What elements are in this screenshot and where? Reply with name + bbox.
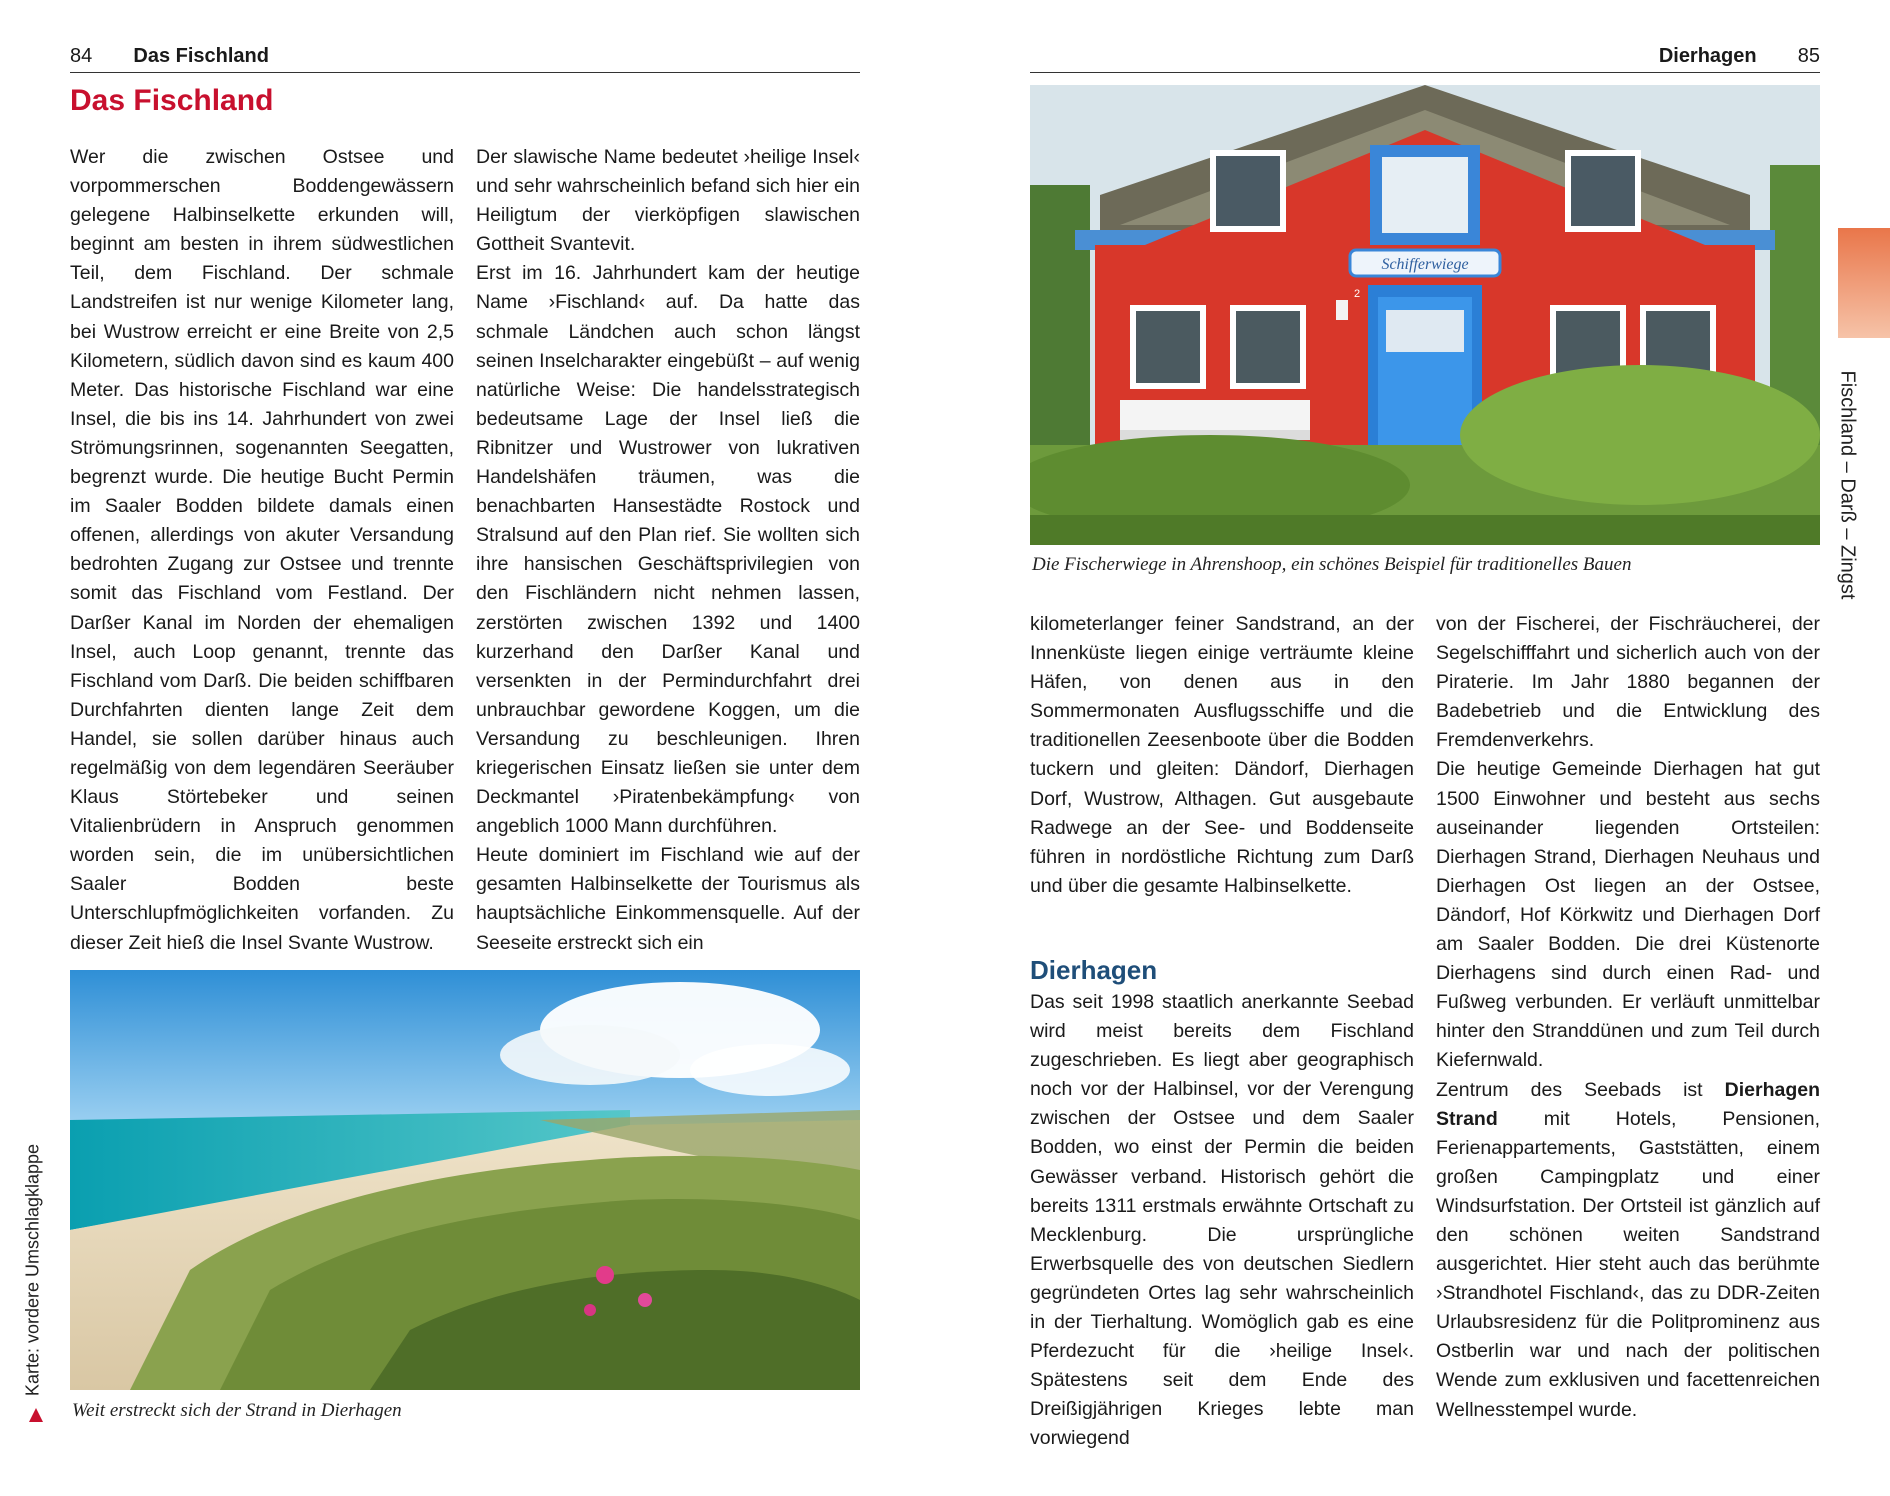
right-page	[945, 0, 1890, 1496]
beach-photo	[70, 970, 860, 1390]
paragraph: Erst im 16. Jahrhundert kam der heutige Name ›Fischland‹ auf. Da hatte das schmale Ländchen auch schon längst seinen Inselcharakter eingebüßt – auf wenig natürliche Weise: Die handelsstrategisch bedeutsame Lage der Insel ließ die Ribnitzer und Wustrower von lukrativen Handelshäfen träumen, was die benachbarten Hansestädte Rostock und Stralsund auf den Plan rief. Sie wollten sich ihre hansischen Geschäftsprivilegien von den Fischländern nicht nehmen lassen, zerstörten zwischen 1392 und 1400 kurzerhand den Darßer Kanal und versenkten in der Permindurchfahrt drei unbrauchbar gewordene Koggen, um die Versandung zu beschleunigen. Ihren kriegerischen Einsatz ließen sie unter dem Deckmantel ›Piratenbekämpfung‹ von angeblich 1000 Mann durchführen.	[476, 262, 860, 838]
paragraph	[1436, 1076, 1820, 1425]
paragraph: Wer die zwischen Ostsee und vorpommerschen Boddengewässern gelegene Halbinselkette erkunden will, beginnt am besten in ihrem südwestlichen Teil, dem Fischland. Der schmale Landstreifen ist nur wenige Kilometer lang, bei Wustrow erreicht er eine Breite von 2,5 Kilometern, südlich davon sind es kaum 400 Meter. Das historische Fischland war eine Insel, die bis ins 14. Jahrhundert von zwei Strömungsrinnen, sogenannten Seegatten, begrenzt wurde. Die heutige Bucht Permin im Saaler Bodden bildete damals einen offenen, allerdings von akuter Versandung bedrohten Zugang zur Ostsee und trennte somit das Fischland vom Festland. Der Darßer Kanal im Norden der ehemaligen Insel, auch Loop genannt, trennte das Fischland vom Darß. Die beiden schiffbaren Durchfahrten dienten lange Zeit dem Handel, sie sollen darüber hinaus auch regelmäßig von dem legendären Seeräuber Klaus Störtebeker und seinen Vitalienbrüdern in Anspruch genommen worden sein, die im unübersichtlichen Saaler Bodden beste Unterschlupfmöglichkeiten vorfanden. Zu dieser Zeit hieß die Insel Svante Wustrow.	[70, 146, 454, 954]
running-head-left	[70, 42, 860, 73]
paragraph: kilometerlanger feiner Sandstrand, an der Innenküste liegen einige verträumte kleine Häfen, von denen aus in den Sommermonaten Ausflugsschiffe und die traditionellen Zeesenboote über die Bodden tuckern und gleiten: Dändorf, Dierhagen Dorf, Wustrow, Althagen. Gut ausgebaute Radwege an der See- und Boddenseite führen in nordöstliche Richtung zum Darß und über die gesamte Halbinselkette.	[1030, 613, 1414, 897]
text-run: mit Hotels, Pensionen, Ferienappartements, Gaststätten, einem großen Campingplatz und einer Windsurfstation. Der Ortsteil ist gänzlich auf den schönen weiten Sandstrand ausgerichtet. Hier steht auch das berühmte ›Strandhotel Fischland‹, das zu DDR-Zeiten Urlaubsresidenz für die Politprominenz aus Ostberlin war und nach der politischen Wende zum exklusiven und facettenreichen Wellnesstempel wurde.	[1436, 1107, 1820, 1421]
left-column-2	[476, 143, 860, 958]
red-house-image	[1030, 85, 1820, 545]
paragraph: Das seit 1998 staatlich anerkannte Seebad wird meist bereits dem Fischland zugeschrieben. Es liegt aber geographisch noch vor der Halbinsel, vor der Verengung zwischen der Ostsee und dem Saaler Bodden, wo einst der Permin die beiden Gewässer verband. Historisch gehört die bereits 1311 erstmals erwähnte Ortschaft zu Mecklenburg. Die ursprüngliche Erwerbsquelle des von deutschen Siedlern gegründeten Ortes lag sehr wahrscheinlich in der Tierhaltung. Womöglich gab es eine Pferdezucht für die ›heilige Insel‹. Spätestens seit dem Ende des Dreißigjährigen Krieges lebte man vorwiegend	[1030, 991, 1414, 1450]
paragraph: Der slawische Name bedeutet ›heilige Insel‹ und sehr wahrscheinlich befand sich hier ein Heiligtum der vierköpfigen slawischen Gottheit Svantevit.	[476, 146, 860, 256]
house-number-text: 2	[1354, 288, 1361, 300]
chapter-side-text: Fischland – Darß – Zingst	[1836, 370, 1859, 600]
map-reference	[20, 1120, 46, 1420]
running-title-left: Das Fischland	[133, 45, 269, 67]
page-number-left: 84	[70, 45, 93, 67]
right-column-1	[1030, 610, 1414, 901]
map-arrow-icon	[29, 1408, 43, 1422]
section-heading-dierhagen: Dierhagen	[1030, 955, 1158, 985]
chapter-tab	[1838, 228, 1890, 338]
paragraph: Heute dominiert im Fischland wie auf der gesamten Halbinselkette der Tourismus als hauptsächliche Einkommensquelle. Auf der Seeseite erstreckt sich ein	[476, 844, 860, 954]
house-caption: Die Fischerwiege in Ahrenshoop, ein schönes Beispiel für traditionelles Bauen	[1032, 554, 1632, 575]
beach-dunes-image	[70, 970, 860, 1390]
house-sign-text: Schifferwiege	[1381, 256, 1469, 273]
running-head-right	[1030, 42, 1820, 73]
right-column-2	[1436, 610, 1820, 1425]
bold-term: Dierhagen Strand	[1436, 1078, 1820, 1130]
map-reference-text: Karte: vordere Umschlagklappe	[22, 1143, 43, 1397]
text-run: Zentrum des Seebads ist	[1436, 1078, 1725, 1101]
chapter-heading: Das Fischland	[70, 84, 274, 117]
paragraph: von der Fischerei, der Fischräucherei, der Segelschifffahrt und sicherlich auch von der Piraterie. Im Jahr 1880 begannen der Badebetrieb und die Entwicklung des Fremdenverkehrs.	[1436, 613, 1820, 752]
house-photo	[1030, 85, 1820, 545]
paragraph: Die heutige Gemeinde Dierhagen hat gut 1500 Einwohner und besteht aus sechs auseinander liegenden Ortsteilen: Dierhagen Strand, Dierhagen Neuhaus und Dierhagen Ost liegen an der Ostsee, Dändorf, Hof Körkwitz und Dierhagen Dorf am Saaler Bodden. Die drei Küstenorte Dierhagens sind durch einen Rad- und Fußweg verbunden. Er verläuft unmittelbar hinter den Stranddünen und zum Teil durch Kiefernwald.	[1436, 758, 1820, 1072]
right-column-1-continued	[1030, 988, 1414, 1454]
beach-caption: Weit erstreckt sich der Strand in Dierhagen	[72, 1400, 402, 1421]
page-number-right: 85	[1797, 45, 1820, 67]
running-title-right: Dierhagen	[1658, 45, 1757, 67]
left-column-1	[70, 143, 454, 958]
chapter-side-label	[1832, 355, 1862, 615]
